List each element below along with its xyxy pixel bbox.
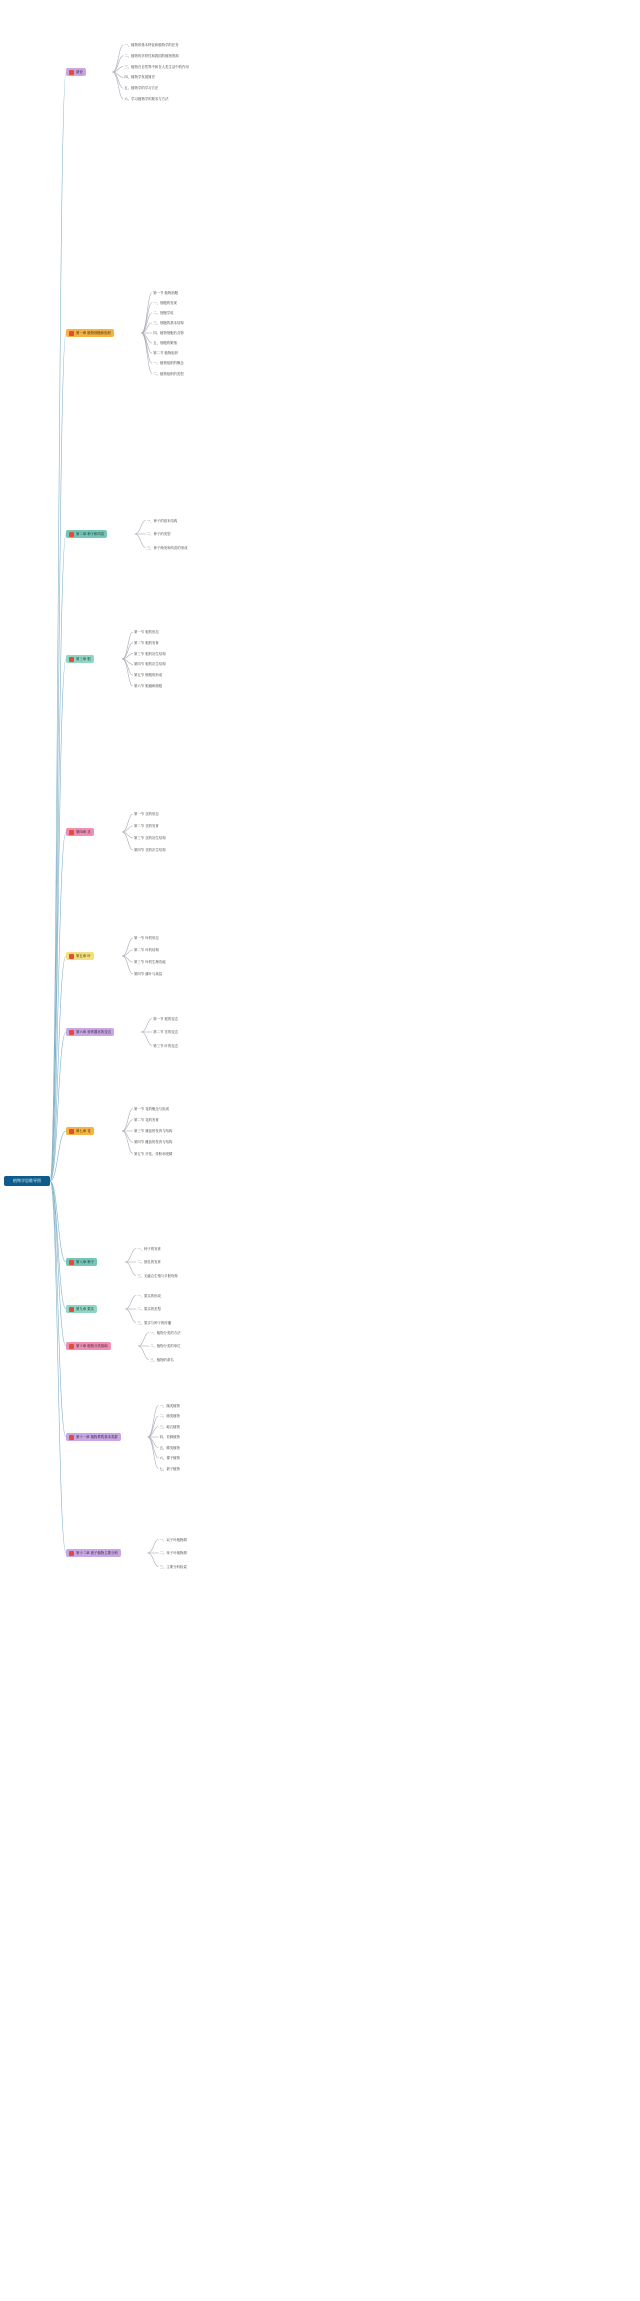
chapter-label: 第二章 种子和幼苗 — [76, 532, 105, 536]
chapter-marker-icon — [69, 1030, 74, 1035]
section-node[interactable]: 第四节 雌蕊的发育与结构 — [134, 1140, 173, 1145]
section-node[interactable]: 第二节 植物组织 — [153, 351, 178, 356]
chapter-label: 第一章 植物细胞和组织 — [76, 331, 111, 335]
chapter-label: 第三章 根 — [76, 657, 91, 661]
chapter-label: 第五章 叶 — [76, 954, 91, 958]
chapter-label: 第九章 果实 — [76, 1307, 95, 1311]
section-node[interactable]: 第一节 根的形态 — [134, 630, 159, 634]
section-node[interactable]: 四、植物细胞后含物 — [153, 331, 184, 335]
chapter-label: 第六章 营养器官的变态 — [76, 1030, 111, 1034]
section-node[interactable]: 一、果实的形成 — [137, 1293, 161, 1298]
section-node[interactable]: 第三节 茎的初生结构 — [134, 836, 166, 840]
section-node[interactable]: 六、裸子植物 — [159, 1456, 180, 1460]
section-node[interactable]: 五、植物学的学习方法 — [124, 86, 159, 91]
section-node[interactable]: 七、被子植物 — [159, 1466, 180, 1471]
section-node[interactable]: 第二节 茎的变态 — [153, 1030, 178, 1034]
chapter-node-c0[interactable] — [66, 68, 86, 76]
section-node[interactable]: 第一节 植物细胞 — [153, 290, 178, 295]
section-node[interactable]: 第一节 叶的形态 — [134, 936, 159, 940]
section-node[interactable]: 第二节 花的发育 — [134, 1117, 159, 1122]
section-node[interactable]: 一、种子的基本结构 — [146, 518, 178, 523]
section-node[interactable]: 三、无融合生殖与多胚现象 — [137, 1273, 178, 1278]
chapter-marker-icon — [69, 954, 74, 959]
section-node[interactable]: 二、细胞学说 — [153, 310, 174, 315]
section-node[interactable]: 六、学习植物学的要求与方法 — [124, 97, 169, 101]
section-node[interactable]: 第四节 茎的次生结构 — [134, 848, 166, 852]
section-node[interactable]: 一、植物分类的方法 — [150, 1330, 181, 1335]
section-node[interactable]: 第一节 花的概念与组成 — [134, 1106, 169, 1111]
section-node[interactable]: 第五节 开花、传粉和受精 — [134, 1151, 173, 1156]
section-node[interactable]: 三、细胞的基本结构 — [153, 320, 184, 325]
section-node[interactable]: 三、果实与种子的传播 — [137, 1320, 172, 1325]
chapter-node-c4[interactable] — [66, 828, 94, 836]
chapter-node-c3[interactable] — [66, 655, 94, 663]
section-node[interactable]: 第二节 根的发育 — [134, 640, 159, 645]
section-node[interactable]: 第一节 根的变态 — [153, 1016, 178, 1021]
chapter-marker-icon — [69, 532, 74, 537]
section-node[interactable]: 第二节 叶的结构 — [134, 948, 159, 952]
section-node[interactable]: 第一节 茎的形态 — [134, 812, 159, 816]
section-node[interactable]: 第三节 叶的变态 — [153, 1043, 178, 1048]
section-node[interactable]: 三、主要分科检索 — [159, 1564, 187, 1569]
chapter-node-c12[interactable] — [66, 1549, 121, 1557]
section-node[interactable]: 二、植物分类的单位 — [150, 1344, 181, 1348]
chapter-node-c10[interactable] — [66, 1342, 111, 1350]
section-node[interactable]: 第三节 雄蕊的发育与结构 — [134, 1129, 173, 1133]
chapter-node-c11[interactable] — [66, 1433, 121, 1441]
chapter-label: 第八章 种子 — [76, 1260, 95, 1264]
section-node[interactable]: 四、苔藓植物 — [159, 1435, 180, 1439]
section-node[interactable]: 一、植物组织的概念 — [153, 361, 184, 366]
chapter-node-c9[interactable] — [66, 1305, 97, 1313]
section-node[interactable]: 第四节 落叶与离层 — [134, 972, 163, 976]
section-node[interactable]: 第二节 茎的发育 — [134, 824, 159, 828]
section-node[interactable]: 二、胚乳的发育 — [137, 1260, 161, 1264]
chapter-label: 第十章 植物分类基础 — [76, 1344, 108, 1348]
section-node[interactable]: 一、双子叶植物纲 — [159, 1537, 187, 1542]
section-node[interactable]: 三、植物在自然界中和在人类生活中的作用 — [124, 64, 189, 69]
chapter-label: 第七章 花 — [76, 1129, 91, 1133]
chapter-marker-icon — [69, 657, 74, 662]
section-node[interactable]: 三、种子萌发和幼苗的形成 — [146, 545, 188, 550]
root-node[interactable]: 植物学思维导图 — [4, 1176, 50, 1186]
section-node[interactable]: 第三节 根的初生结构 — [134, 651, 166, 656]
chapter-node-c8[interactable] — [66, 1258, 97, 1266]
chapter-node-c6[interactable] — [66, 1028, 114, 1036]
section-node[interactable]: 二、植物的多样性和我国的植物资源 — [124, 53, 179, 58]
section-node[interactable]: 四、植物学发展简史 — [124, 75, 155, 80]
section-node[interactable]: 一、种子的发育 — [137, 1246, 161, 1251]
section-node[interactable]: 第三节 叶的生理功能 — [134, 960, 166, 964]
chapter-marker-icon — [69, 830, 74, 835]
section-node[interactable]: 二、单子叶植物纲 — [159, 1551, 187, 1555]
section-node[interactable]: 二、植物组织的类型 — [153, 371, 184, 376]
chapter-label: 绪论 — [76, 70, 83, 74]
chapter-marker-icon — [69, 1307, 74, 1312]
section-node[interactable]: 三、地衣植物 — [159, 1424, 180, 1429]
chapter-label: 第四章 茎 — [76, 830, 91, 834]
chapter-label: 第十二章 被子植物主要分科 — [76, 1551, 118, 1555]
chapter-marker-icon — [69, 1260, 74, 1265]
section-node[interactable]: 二、果实的类型 — [137, 1307, 161, 1311]
section-node[interactable]: 三、植物的命名 — [150, 1357, 174, 1362]
section-node[interactable]: 一、植物的基本特征和植物学的任务 — [124, 43, 179, 47]
section-node[interactable]: 第六节 根瘤和菌根 — [134, 684, 163, 688]
chapter-marker-icon — [69, 1435, 74, 1440]
chapter-label: 第十一章 植物界的基本类群 — [76, 1435, 118, 1439]
section-node[interactable]: 二、种子的类型 — [146, 532, 171, 536]
section-node[interactable]: 第五节 侧根的形成 — [134, 673, 163, 678]
chapter-marker-icon — [69, 70, 74, 75]
chapter-node-c7[interactable] — [66, 1127, 94, 1135]
chapter-marker-icon — [69, 1344, 74, 1349]
chapter-node-c2[interactable] — [66, 530, 107, 538]
section-node[interactable]: 一、藻类植物 — [159, 1403, 180, 1408]
chapter-node-c1[interactable] — [66, 329, 114, 337]
chapter-marker-icon — [69, 1551, 74, 1556]
chapter-marker-icon — [69, 331, 74, 336]
chapter-marker-icon — [69, 1129, 74, 1134]
section-node[interactable]: 第四节 根的次生结构 — [134, 662, 166, 667]
section-node[interactable]: 五、蕨类植物 — [159, 1445, 180, 1450]
section-node[interactable]: 一、细胞的发现 — [153, 300, 177, 305]
section-node[interactable]: 五、细胞的繁殖 — [153, 341, 177, 346]
section-node[interactable]: 二、菌类植物 — [159, 1414, 180, 1418]
chapter-node-c5[interactable] — [66, 952, 94, 960]
